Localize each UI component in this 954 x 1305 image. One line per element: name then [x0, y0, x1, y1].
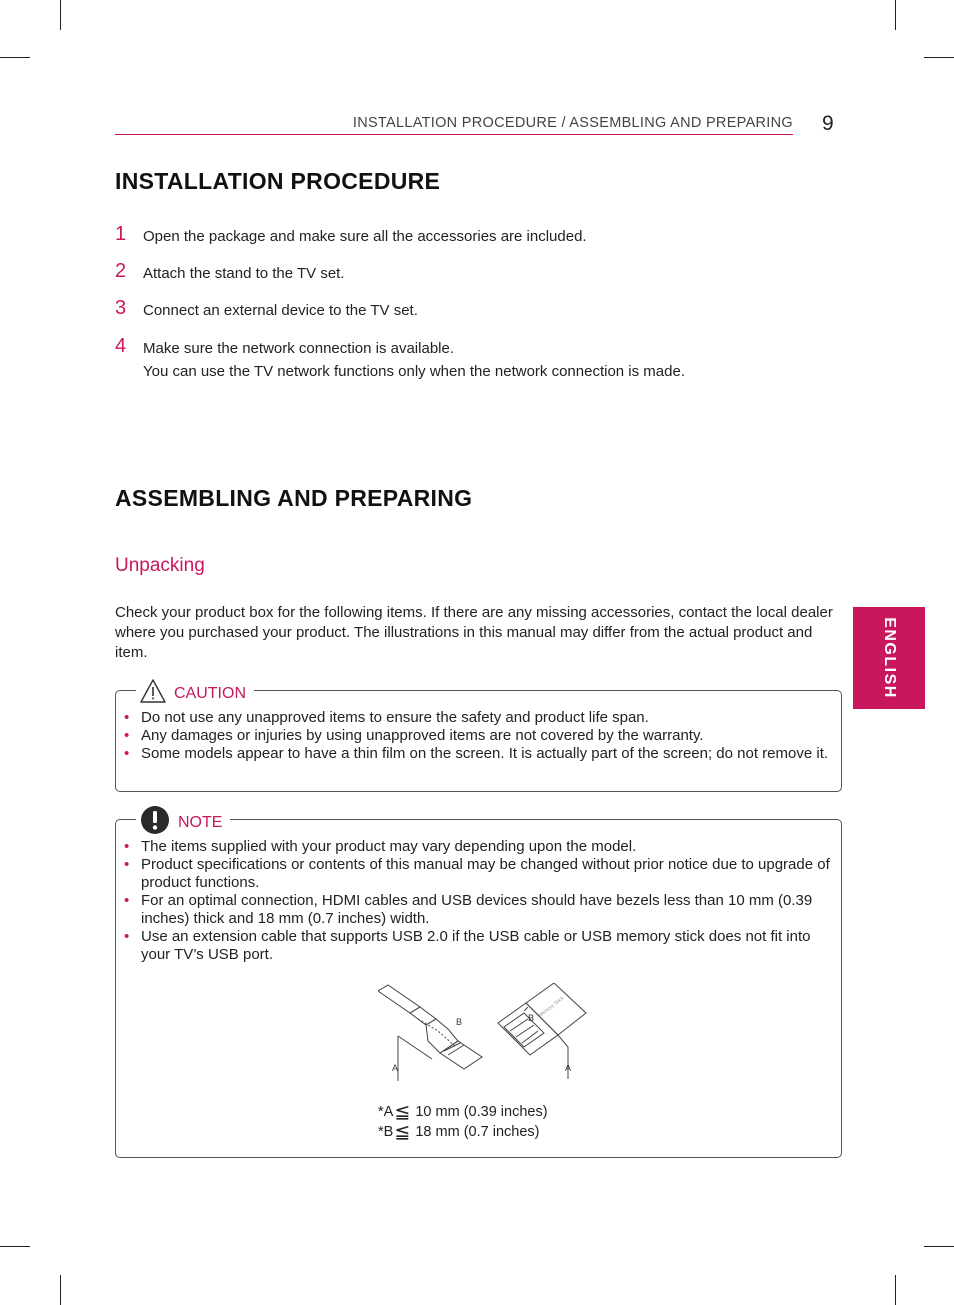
running-title: INSTALLATION PROCEDURE / ASSEMBLING AND PREPARING: [352, 115, 793, 131]
step-number: 1: [115, 223, 127, 245]
list-item: [124, 745, 830, 763]
list-item: [124, 838, 830, 856]
dimension-prefix: *A: [378, 1104, 394, 1120]
less-equal-icon: ≦: [394, 1102, 411, 1123]
list-item: [124, 709, 830, 727]
bullet: •: [124, 892, 130, 909]
dimension-prefix: *B: [378, 1124, 394, 1140]
dimension-label-a: A: [565, 1063, 572, 1073]
dimension-row: [378, 1102, 548, 1122]
exclamation-icon: [140, 805, 170, 840]
unpacking-subtitle: Unpacking: [115, 555, 205, 576]
note-label: NOTE: [178, 813, 223, 831]
step-text: Connect an external device to the TV set.: [143, 302, 418, 319]
assembling-title: ASSEMBLING AND PREPARING: [115, 485, 473, 511]
caution-label: CAUTION: [174, 684, 246, 702]
crop-mark: [924, 57, 954, 58]
language-tab-label: ENGLISH: [881, 617, 898, 699]
dimension-limits: [378, 1102, 548, 1142]
step-item: [115, 225, 835, 262]
page-number: 9: [822, 112, 834, 135]
connector-illustration: [378, 983, 598, 1083]
unpacking-intro: Check your product box for the following items. If there are any missing accessories, contact the local dealer where you purchased your product. The illustrations in this manual may differ from the actual product and item.: [115, 604, 833, 661]
step-number: 4: [115, 335, 127, 357]
less-equal-icon: ≦: [394, 1122, 411, 1143]
crop-mark: [895, 1275, 896, 1305]
note-text: For an optimal connection, HDMI cables and USB devices should have bezels less than 10 mm (0.39 inches) thick and 18 mm (0.7 inches) width.: [141, 892, 813, 927]
step-text: Make sure the network connection is available.: [143, 340, 455, 357]
caution-text: Any damages or injuries by using unapproved items are not covered by the warranty.: [141, 727, 704, 744]
usb-stick-drawing: [498, 983, 586, 1079]
bullet: •: [124, 838, 130, 855]
step-number: 2: [115, 260, 127, 282]
list-item: [124, 727, 830, 745]
list-item: [124, 856, 830, 892]
bullet: •: [124, 856, 130, 873]
bullet: •: [124, 727, 130, 744]
list-item: [124, 892, 830, 928]
dimension-label-b: B: [456, 1017, 463, 1027]
step-text: Open the package and make sure all the accessories are included.: [143, 228, 587, 245]
crop-mark: [0, 1246, 30, 1247]
dimension-label-b: B: [528, 1013, 535, 1023]
dimension-value: 10 mm (0.39 inches): [415, 1104, 548, 1120]
crop-mark: [0, 57, 30, 58]
dimension-value: 18 mm (0.7 inches): [415, 1124, 540, 1140]
running-header: [115, 114, 793, 135]
crop-mark: [60, 1275, 61, 1305]
usb-stick-text: Memory Stick: [537, 995, 566, 1019]
caution-text: Some models appear to have a thin film on the screen. It is actually part of the screen; do not remove it.: [141, 745, 829, 762]
note-text: The items supplied with your product may vary depending upon the model.: [141, 838, 637, 855]
caution-box: [115, 684, 842, 792]
language-tab: [853, 607, 925, 709]
step-item: [115, 262, 835, 299]
warning-triangle-icon: [140, 679, 166, 708]
step-item: [115, 299, 835, 337]
dimension-label-a: A: [392, 1063, 399, 1073]
installation-title: INSTALLATION PROCEDURE: [115, 168, 441, 194]
crop-mark: [60, 0, 61, 30]
note-text: Product specifications or contents of this manual may be changed without prior notice due to upgrade of product functions.: [141, 856, 830, 891]
caution-text: Do not use any unapproved items to ensure the safety and product life span.: [141, 709, 649, 726]
step-text: Attach the stand to the TV set.: [143, 265, 345, 282]
note-header: [136, 805, 230, 840]
caution-list: [124, 709, 830, 763]
installation-steps: [115, 225, 835, 383]
list-item: [124, 928, 830, 964]
note-list: [124, 838, 830, 964]
step-number: 3: [115, 297, 127, 319]
step-item: [115, 337, 835, 383]
crop-mark: [924, 1246, 954, 1247]
bullet: •: [124, 709, 130, 726]
crop-mark: [895, 0, 896, 30]
bullet: •: [124, 928, 130, 945]
step-text: You can use the TV network functions only when the network connection is made.: [143, 363, 685, 380]
bullet: •: [124, 745, 130, 762]
note-text: Use an extension cable that supports USB 2.0 if the USB cable or USB memory stick does not fit into your TV’s USB port.: [141, 928, 811, 963]
caution-header: [136, 679, 254, 708]
dimension-row: [378, 1122, 548, 1142]
